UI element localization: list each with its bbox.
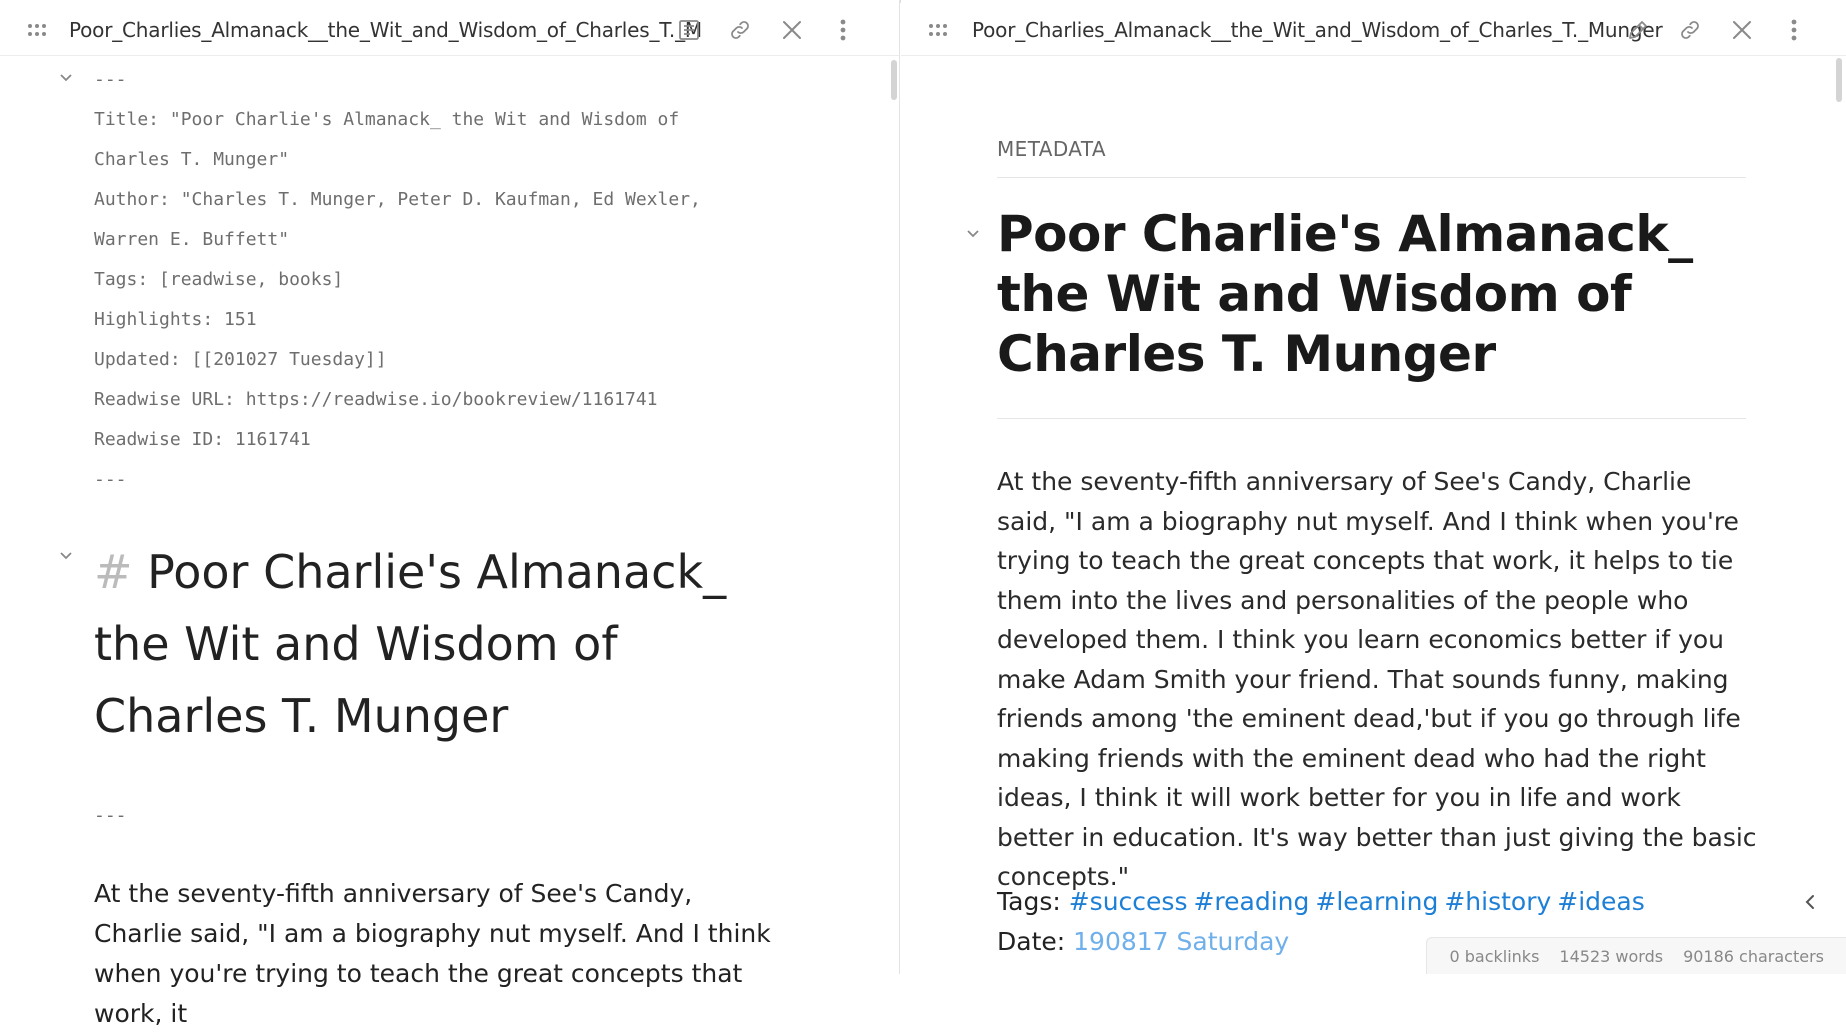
fold-heading-chevron-down-icon[interactable] (58, 548, 78, 568)
fold-heading-chevron-down-icon[interactable] (965, 226, 985, 246)
date-link[interactable]: 190817 Saturday (1073, 927, 1290, 956)
close-icon[interactable] (1725, 13, 1759, 47)
frontmatter-line: Updated: [[201027 Tuesday]] (94, 349, 387, 370)
backlinks-count[interactable]: 0 backlinks (1449, 946, 1540, 966)
heading-hash-marker: # (94, 545, 133, 599)
edit-pencil-icon[interactable] (1621, 13, 1655, 47)
frontmatter-line: --- (94, 69, 127, 90)
tag-link[interactable]: #history (1444, 887, 1552, 916)
frontmatter-line: Tags: [readwise, books] (94, 269, 344, 290)
frontmatter-line: Warren E. Buffett" (94, 229, 290, 250)
fold-frontmatter-chevron-down-icon[interactable] (58, 70, 78, 90)
close-icon[interactable] (775, 13, 809, 47)
word-count: 14523 words (1559, 946, 1664, 966)
link-icon[interactable] (1673, 13, 1707, 47)
frontmatter-line: Readwise ID: 1161741 (94, 429, 311, 450)
frontmatter-line: Title: "Poor Charlie's Almanack_ the Wit and Wisdom of (94, 109, 680, 130)
tag-link[interactable]: #learning (1315, 887, 1439, 916)
character-count: 90186 characters (1683, 946, 1824, 966)
date-label: Date: (997, 927, 1066, 956)
heading-text: Poor Charlie's Almanack_ the Wit and Wisdom of Charles T. Munger (94, 545, 727, 743)
tag-link[interactable]: #success (1068, 887, 1188, 916)
frontmatter-line: Charles T. Munger" (94, 149, 290, 170)
right-pane-title[interactable]: Poor_Charlies_Almanack__the_Wit_and_Wisdom_of_Charles_T._Munger (972, 18, 1663, 42)
more-options-icon[interactable] (826, 13, 860, 47)
date-row (997, 927, 1289, 956)
frontmatter-line: Author: "Charles T. Munger, Peter D. Kaufman, Ed Wexler, (94, 189, 701, 210)
right-pane-header (901, 3, 1846, 56)
status-bar (1426, 937, 1846, 974)
left-editor-pane (0, 0, 900, 1028)
left-scrollbar[interactable] (891, 60, 897, 100)
frontmatter-line: Highlights: 151 (94, 309, 257, 330)
right-scrollbar[interactable] (1836, 58, 1842, 102)
preview-mode-icon[interactable] (672, 13, 706, 47)
tags-label: Tags: (997, 887, 1061, 916)
left-paragraph: At the seventy-fifth anniversary of See's Candy, Charlie said, "I am a biography nut myself. And I think when you're trying to teach the great concepts that work, it (94, 879, 771, 1028)
left-pane-title[interactable]: Poor_Charlies_Almanack__the_Wit_and_Wisdom_of_Charles_T._M (69, 18, 702, 42)
grip-icon[interactable] (921, 13, 955, 47)
grip-icon[interactable] (20, 13, 54, 47)
frontmatter-line: Readwise URL: https://readwise.io/bookreview/1161741 (94, 389, 658, 410)
left-pane-header (0, 3, 899, 56)
link-icon[interactable] (723, 13, 757, 47)
tags-row (997, 887, 1651, 916)
collapse-sidebar-chevron-left-icon[interactable] (1800, 892, 1824, 916)
preview-heading: Poor Charlie's Almanack_ the Wit and Wisdom of Charles T. Munger (997, 205, 1693, 383)
metadata-label: METADATA (997, 137, 1106, 161)
markdown-separator: --- (94, 805, 127, 826)
right-preview-pane (901, 0, 1846, 974)
preview-paragraph: At the seventy-fifth anniversary of See's Candy, Charlie said, "I am a biography nut myself. And I think when you're trying to teach the great concepts that work, it helps to tie them into the lives and personalities of the people who developed them. I think you learn economics better if you make Adam Smith your friend. That sounds funny, making friends among 'the eminent dead,'but if you go through life making friends with the eminent dead who had the right ideas, I think it will work better for you in life and work better in education. It's way better than just giving the basic concepts." (997, 467, 1757, 891)
divider (997, 418, 1746, 419)
frontmatter-block (94, 60, 774, 500)
tag-link[interactable]: #reading (1193, 887, 1310, 916)
divider (997, 177, 1746, 178)
frontmatter-line: --- (94, 469, 127, 490)
markdown-heading (94, 536, 774, 752)
more-options-icon[interactable] (1777, 13, 1811, 47)
tag-link[interactable]: #ideas (1557, 887, 1645, 916)
